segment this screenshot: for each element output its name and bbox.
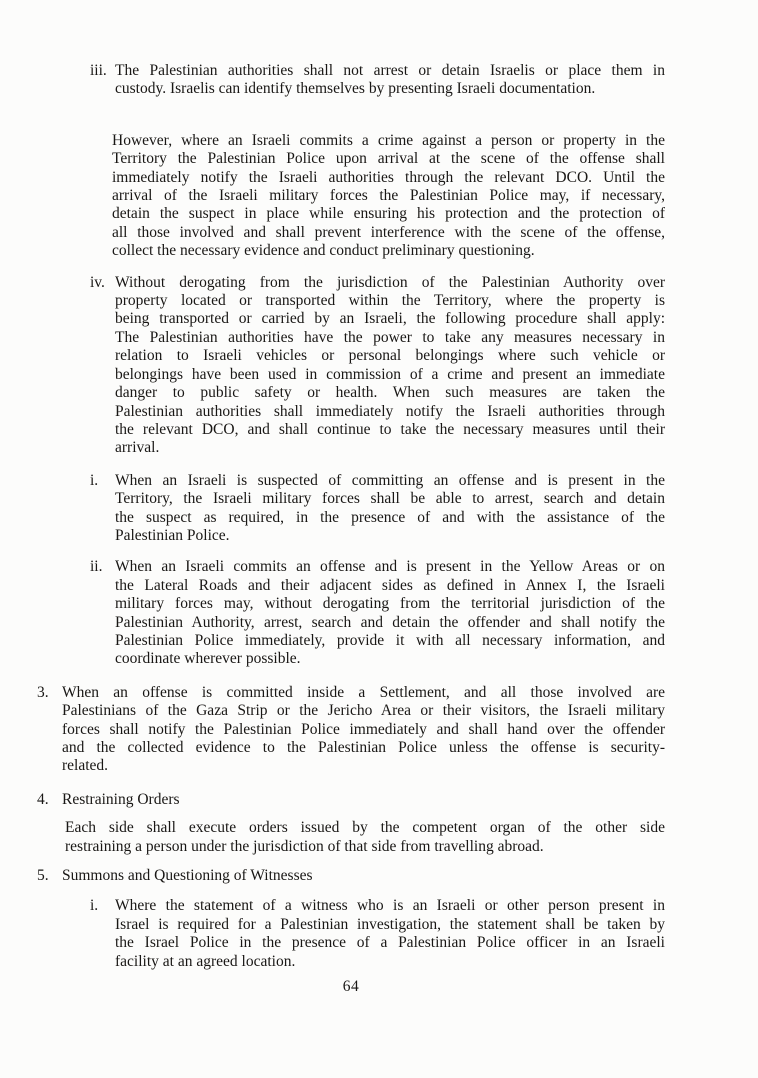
text-line: Territory the Palestinian Police upon arrival at the scene of the offense shall	[112, 150, 665, 168]
item-5-label: 5.	[37, 867, 49, 885]
text-line: the Lateral Roads and their adjacent sides as defined in Annex I, the Israeli	[115, 576, 665, 594]
text-line: facility at an agreed location.	[115, 952, 296, 970]
text-line: Palestinians of the Gaza Strip or the Jericho Area or their visitors, the Israeli military	[62, 702, 665, 720]
text-line: forces shall notify the Palestinian Police immediately and shall hand over the offender	[62, 720, 665, 738]
text-line: the Israel Police in the presence of a Palestinian Police officer in an Israeli	[115, 934, 665, 952]
para-4	[37, 819, 665, 856]
text-line: Palestinian authorities shall immediately notify the Israeli authorities through	[115, 402, 665, 420]
item-i	[37, 472, 665, 546]
text-line: military forces may, without derogating from the territorial jurisdiction of the	[115, 595, 665, 613]
text-line: Summons and Questioning of Witnesses	[62, 867, 313, 885]
item-ii-label: ii.	[90, 558, 103, 576]
text-line: related.	[62, 757, 109, 775]
text-line: Without derogating from the jurisdiction of the Palestinian Authority over	[115, 273, 665, 291]
text-line: When an offense is committed inside a Settlement, and all those involved are	[62, 683, 665, 701]
text-line: being transported or carried by an Israeli, the following procedure shall apply:	[115, 310, 665, 328]
text-line: Restraining Orders	[62, 790, 180, 808]
item-5-i	[37, 897, 665, 971]
item-iv-label: iv.	[90, 273, 105, 291]
item-i-label: i.	[90, 471, 99, 489]
text-line: Where the statement of a witness who is an Israeli or other person present in	[115, 897, 665, 915]
text-line: custody. Israelis can identify themselves by presenting Israeli documentation.	[115, 80, 596, 98]
item-iv	[37, 274, 665, 458]
text-line: However, where an Israeli commits a crime against a person or property in the	[112, 131, 665, 149]
item-iii	[37, 62, 665, 99]
item-5-i-label: i.	[90, 897, 99, 915]
text-line: danger to public safety or health. When such measures are taken the	[115, 384, 665, 402]
text-line: The Palestinian authorities shall not arrest or detain Israelis or place them in	[115, 62, 665, 79]
item-ii	[37, 558, 665, 668]
text-line: immediately notify the Israeli authorities through the relevant DCO. Until the	[112, 168, 665, 186]
text-line: arrival of the Israeli military forces the Palestinian Police may, if necessary,	[112, 187, 665, 205]
item-iii-label: iii.	[90, 62, 107, 79]
text-line: belongings have been used in commission of a crime and present an immediate	[115, 365, 665, 383]
text-line: coordinate wherever possible.	[115, 650, 301, 668]
text-line: arrival.	[115, 439, 160, 457]
text-line: Palestinian Police.	[115, 526, 230, 544]
item-5	[37, 867, 665, 885]
text-line: Israel is required for a Palestinian investigation, the statement shall be taken by	[115, 915, 665, 933]
text-line: relation to Israeli vehicles or personal belongings where such vehicle or	[115, 347, 665, 365]
item-4	[37, 791, 665, 809]
item-4-label: 4.	[37, 790, 49, 808]
text-line: Territory, the Israeli military forces shall be able to arrest, search and detain	[115, 490, 665, 508]
text-line: When an Israeli commits an offense and is present in the Yellow Areas or on	[115, 558, 665, 576]
text-line: the relevant DCO, and shall continue to take the necessary measures until their	[115, 420, 665, 438]
text-line: The Palestinian authorities have the power to take any measures necessary in	[115, 328, 665, 346]
text-line: restraining a person under the jurisdiction of that side from travelling abroad.	[65, 837, 544, 855]
item-3-label: 3.	[37, 683, 49, 701]
text-line: Each side shall execute orders issued by the competent organ of the other side	[65, 819, 665, 837]
para-however	[37, 132, 665, 261]
page-number: 64	[342, 978, 360, 995]
text-line: the suspect as required, in the presence of and with the assistance of the	[115, 508, 665, 526]
text-line: Palestinian Authority, arrest, search and detain the offender and shall notify the	[115, 613, 665, 631]
text-line: collect the necessary evidence and conduct preliminary questioning.	[112, 242, 535, 260]
item-3	[37, 684, 665, 776]
text-line: When an Israeli is suspected of committing an offense and is present in the	[115, 471, 665, 489]
text-line: property located or transported within the Territory, where the property is	[115, 292, 665, 310]
text-line: detain the suspect in place while ensuring his protection and the protection of	[112, 205, 665, 223]
document-body	[37, 62, 665, 971]
text-line: all those involved and shall prevent interference with the scene of the offense,	[112, 223, 665, 241]
text-line: and the collected evidence to the Palestinian Police unless the offense is security-	[62, 739, 665, 756]
text-line: Palestinian Police immediately, provide it with all necessary information, and	[115, 631, 665, 649]
